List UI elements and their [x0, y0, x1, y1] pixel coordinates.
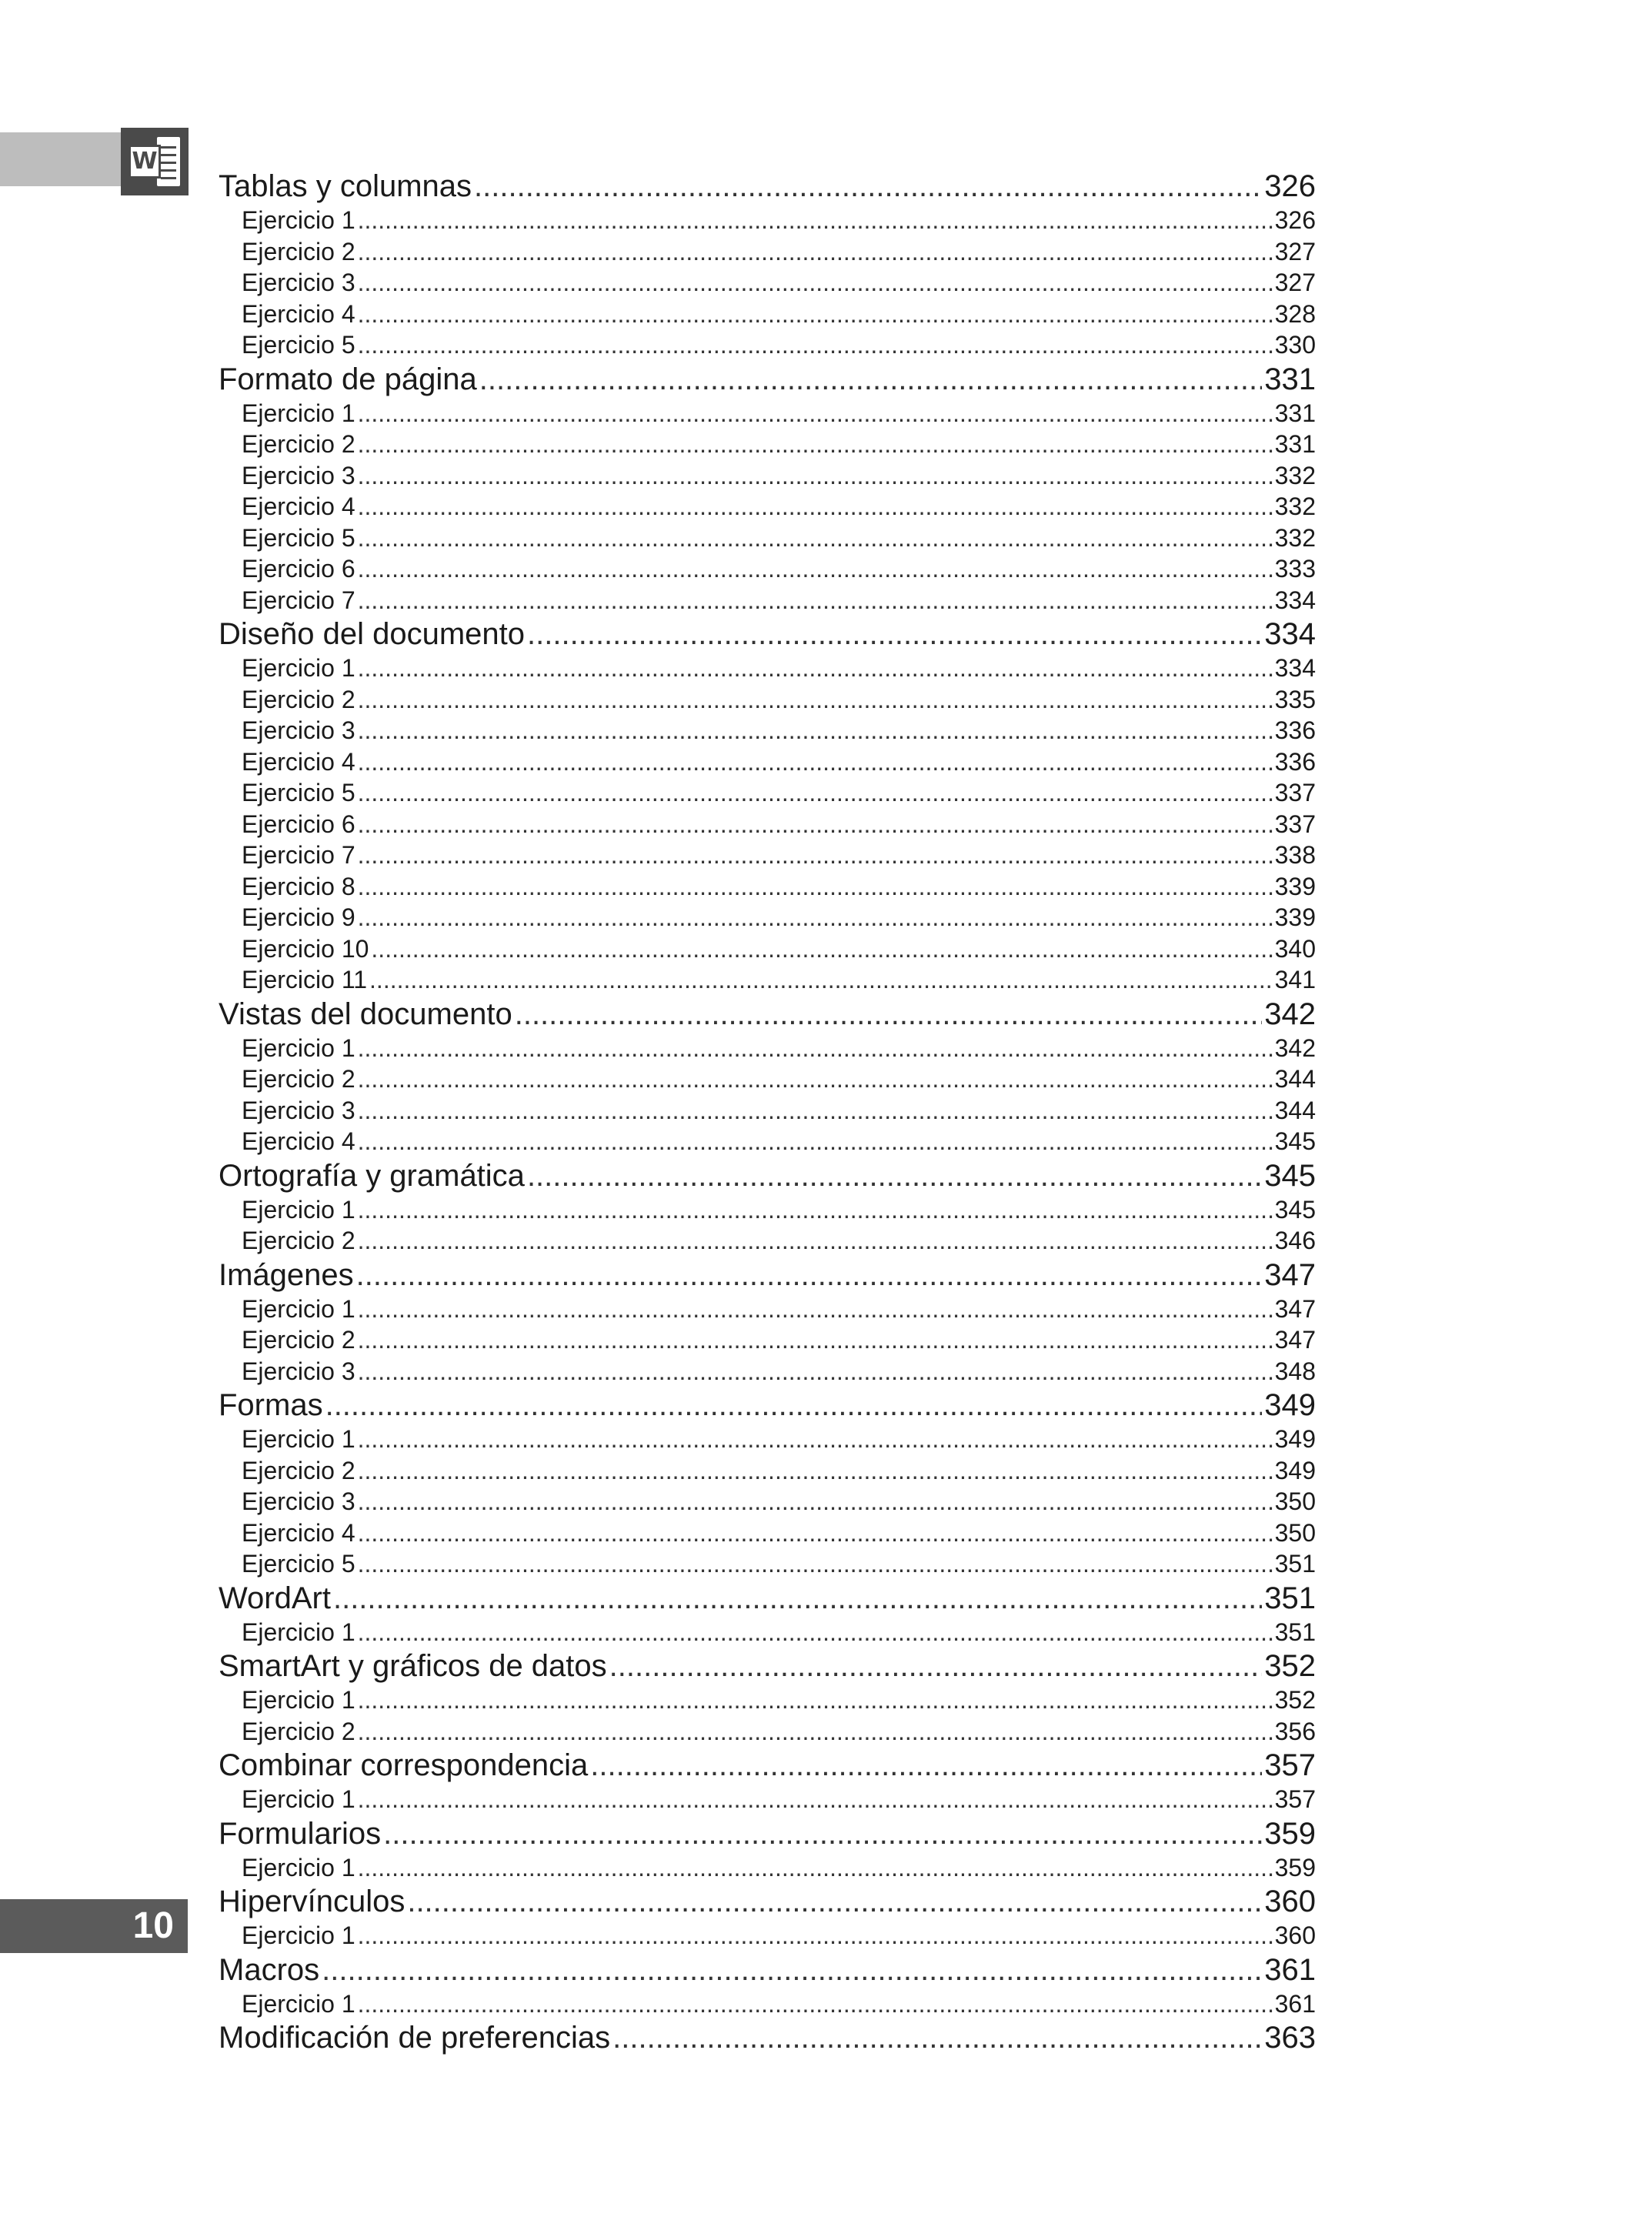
exercise-page-number: 347	[1274, 1294, 1316, 1323]
dot-leader	[358, 553, 1273, 585]
toc-exercise-entry[interactable]	[219, 684, 1316, 716]
section-page-number: 363	[1264, 2021, 1316, 2055]
dot-leader	[358, 809, 1273, 840]
dot-leader	[358, 1852, 1273, 1884]
toc-exercise-entry[interactable]	[219, 1095, 1316, 1127]
section-page-number: 361	[1264, 1952, 1316, 1987]
dot-leader	[358, 746, 1273, 778]
exercise-page-number: 328	[1274, 299, 1316, 328]
dot-leader	[358, 585, 1273, 616]
exercise-label: Ejercicio 1	[242, 1294, 355, 1323]
toc-exercise-entry[interactable]	[219, 398, 1316, 429]
dot-leader	[358, 1716, 1273, 1748]
exercise-label: Ejercicio 4	[242, 492, 355, 520]
chapter-tab-decoration	[0, 132, 123, 186]
toc-exercise-entry[interactable]	[219, 1920, 1316, 1952]
toc-exercise-entry[interactable]	[219, 1852, 1316, 1884]
toc-exercise-entry[interactable]	[219, 933, 1316, 965]
exercise-page-number: 338	[1274, 841, 1316, 869]
exercise-label: Ejercicio 1	[242, 1618, 355, 1646]
dot-leader	[358, 267, 1273, 299]
page-number-tab	[0, 1899, 188, 1953]
section-title: WordArt	[219, 1581, 331, 1615]
exercise-label: Ejercicio 2	[242, 1227, 355, 1254]
dot-leader	[383, 1815, 1262, 1852]
dot-leader	[358, 460, 1273, 492]
exercise-page-number: 345	[1274, 1127, 1316, 1155]
dot-leader	[358, 1126, 1273, 1157]
dot-leader	[474, 168, 1262, 205]
toc-exercise-entry[interactable]	[219, 1617, 1316, 1648]
exercise-label: Ejercicio 1	[242, 654, 355, 682]
toc-section-entry[interactable]	[219, 996, 1316, 1033]
toc-exercise-entry[interactable]	[219, 1684, 1316, 1716]
exercise-label: Ejercicio 1	[242, 399, 355, 427]
toc-exercise-entry[interactable]	[219, 871, 1316, 903]
exercise-page-number: 356	[1274, 1717, 1316, 1745]
dot-leader	[358, 1194, 1273, 1226]
exercise-page-number: 331	[1274, 399, 1316, 427]
toc-exercise-entry[interactable]	[219, 1784, 1316, 1815]
section-title: Hipervínculos	[219, 1885, 405, 1918]
exercise-page-number: 361	[1274, 1989, 1316, 2018]
dot-leader	[369, 964, 1273, 996]
toc-exercise-entry[interactable]	[219, 491, 1316, 523]
dot-leader	[333, 1580, 1262, 1617]
toc-section-entry[interactable]	[219, 1580, 1316, 1617]
exercise-page-number: 360	[1274, 1921, 1316, 1949]
dot-leader	[479, 361, 1262, 398]
exercise-page-number: 331	[1274, 430, 1316, 458]
dot-leader	[358, 1033, 1273, 1064]
dot-leader	[358, 1617, 1273, 1648]
exercise-label: Ejercicio 2	[242, 685, 355, 713]
toc-exercise-entry[interactable]	[219, 902, 1316, 933]
exercise-label: Ejercicio 5	[242, 331, 355, 359]
toc-exercise-entry[interactable]	[219, 553, 1316, 585]
exercise-page-number: 334	[1274, 654, 1316, 682]
dot-leader	[358, 871, 1273, 903]
dot-leader	[358, 1294, 1273, 1325]
exercise-page-number: 340	[1274, 934, 1316, 963]
exercise-label: Ejercicio 7	[242, 586, 355, 614]
word-app-icon	[121, 128, 189, 195]
dot-leader	[358, 1784, 1273, 1815]
dot-leader	[358, 1455, 1273, 1487]
exercise-page-number: 332	[1274, 492, 1316, 520]
section-title: Formato de página	[219, 362, 477, 396]
section-title: Imágenes	[219, 1257, 354, 1292]
exercise-page-number: 337	[1274, 810, 1316, 838]
exercise-page-number: 326	[1274, 206, 1316, 234]
toc-exercise-entry[interactable]	[219, 1294, 1316, 1325]
exercise-label: Ejercicio 2	[242, 430, 355, 458]
exercise-label: Ejercicio 1	[242, 1853, 355, 1881]
toc-exercise-entry[interactable]	[219, 1424, 1316, 1455]
exercise-label: Ejercicio 3	[242, 269, 355, 296]
toc-exercise-entry[interactable]	[219, 1194, 1316, 1226]
toc-exercise-entry[interactable]	[219, 840, 1316, 871]
dot-leader	[358, 1486, 1273, 1517]
dot-leader	[358, 205, 1273, 236]
exercise-label: Ejercicio 4	[242, 299, 355, 328]
exercise-label: Ejercicio 5	[242, 1550, 355, 1578]
exercise-label: Ejercicio 3	[242, 1357, 355, 1385]
toc-exercise-entry[interactable]	[219, 460, 1316, 492]
exercise-label: Ejercicio 6	[242, 810, 355, 838]
exercise-page-number: 345	[1274, 1195, 1316, 1224]
exercise-page-number: 341	[1274, 966, 1316, 993]
section-page-number: 357	[1264, 1748, 1316, 1782]
exercise-page-number: 351	[1274, 1618, 1316, 1646]
dot-leader	[358, 653, 1273, 684]
dot-leader	[358, 491, 1273, 523]
toc-section-entry[interactable]	[219, 1648, 1316, 1684]
section-page-number: 359	[1264, 1816, 1316, 1851]
exercise-label: Ejercicio 2	[242, 1456, 355, 1484]
toc-exercise-entry[interactable]	[219, 329, 1316, 361]
toc-exercise-entry[interactable]	[219, 1548, 1316, 1580]
exercise-label: Ejercicio 1	[242, 1921, 355, 1949]
section-title: Tablas y columnas	[219, 169, 472, 203]
section-title: Vistas del documento	[219, 997, 512, 1031]
dot-leader	[358, 299, 1273, 330]
exercise-page-number: 352	[1274, 1686, 1316, 1714]
word-w-letter-graphic: W	[128, 145, 161, 179]
exercise-label: Ejercicio 7	[242, 841, 355, 869]
table-of-contents	[219, 168, 1316, 2056]
exercise-label: Ejercicio 2	[242, 237, 355, 265]
toc-exercise-entry[interactable]	[219, 1988, 1316, 2020]
dot-leader	[407, 1883, 1262, 1920]
exercise-page-number: 339	[1274, 903, 1316, 931]
dot-leader	[358, 1988, 1273, 2020]
dot-leader	[322, 1952, 1262, 1988]
exercise-page-number: 336	[1274, 747, 1316, 776]
exercise-label: Ejercicio 3	[242, 1096, 355, 1124]
toc-exercise-entry[interactable]	[219, 429, 1316, 460]
exercise-page-number: 342	[1274, 1033, 1316, 1062]
dot-leader	[358, 429, 1273, 460]
toc-section-entry[interactable]	[219, 1952, 1316, 1988]
section-page-number: 345	[1264, 1158, 1316, 1193]
exercise-page-number: 327	[1274, 237, 1316, 265]
section-title: Diseño del documento	[219, 617, 526, 651]
dot-leader	[358, 398, 1273, 429]
exercise-page-number: 348	[1274, 1357, 1316, 1385]
exercise-label: Ejercicio 1	[242, 1195, 355, 1224]
toc-exercise-entry[interactable]	[219, 585, 1316, 616]
dot-leader	[358, 902, 1273, 933]
exercise-label: Ejercicio 6	[242, 555, 355, 583]
toc-section-entry[interactable]	[219, 1257, 1316, 1294]
exercise-page-number: 335	[1274, 685, 1316, 713]
exercise-label: Ejercicio 4	[242, 747, 355, 776]
section-page-number: 331	[1264, 362, 1316, 396]
dot-leader	[358, 840, 1273, 871]
exercise-label: Ejercicio 1	[242, 206, 355, 234]
exercise-page-number: 346	[1274, 1227, 1316, 1254]
exercise-page-number: 330	[1274, 331, 1316, 359]
section-title: Modificación de preferencias	[219, 2021, 611, 2055]
dot-leader	[371, 933, 1272, 965]
toc-exercise-entry[interactable]	[219, 746, 1316, 778]
toc-exercise-entry[interactable]	[219, 777, 1316, 809]
section-title: Formularios	[219, 1816, 382, 1851]
exercise-page-number: 339	[1274, 872, 1316, 900]
exercise-page-number: 337	[1274, 779, 1316, 806]
dot-leader	[609, 1648, 1263, 1684]
exercise-page-number: 351	[1274, 1550, 1316, 1578]
exercise-label: Ejercicio 3	[242, 461, 355, 489]
exercise-page-number: 359	[1274, 1853, 1316, 1881]
dot-leader	[527, 616, 1262, 653]
toc-exercise-entry[interactable]	[219, 964, 1316, 996]
exercise-label: Ejercicio 2	[242, 1717, 355, 1745]
exercise-label: Ejercicio 4	[242, 1518, 355, 1547]
toc-exercise-entry[interactable]	[219, 1033, 1316, 1064]
toc-section-entry[interactable]	[219, 1157, 1316, 1194]
dot-leader	[358, 1095, 1273, 1127]
exercise-label: Ejercicio 1	[242, 1425, 355, 1453]
dot-leader	[358, 777, 1273, 809]
exercise-label: Ejercicio 8	[242, 872, 355, 900]
dot-leader	[358, 684, 1273, 716]
dot-leader	[590, 1747, 1262, 1784]
toc-exercise-entry[interactable]	[219, 205, 1316, 236]
toc-exercise-entry[interactable]	[219, 1716, 1316, 1748]
exercise-label: Ejercicio 3	[242, 716, 355, 744]
section-page-number: 349	[1264, 1388, 1316, 1422]
dot-leader	[358, 1324, 1273, 1356]
toc-exercise-entry[interactable]	[219, 236, 1316, 268]
toc-exercise-entry[interactable]	[219, 267, 1316, 299]
toc-exercise-entry[interactable]	[219, 1517, 1316, 1549]
exercise-label: Ejercicio 9	[242, 903, 355, 931]
section-page-number: 360	[1264, 1885, 1316, 1918]
dot-leader	[358, 1356, 1273, 1387]
toc-exercise-entry[interactable]	[219, 1455, 1316, 1487]
exercise-label: Ejercicio 5	[242, 523, 355, 552]
section-page-number: 351	[1264, 1581, 1316, 1615]
section-title: Combinar correspondencia	[219, 1748, 589, 1782]
section-page-number: 342	[1264, 997, 1316, 1031]
toc-section-entry[interactable]	[219, 1747, 1316, 1784]
exercise-label: Ejercicio 1	[242, 1989, 355, 2018]
exercise-page-number: 332	[1274, 523, 1316, 552]
toc-exercise-entry[interactable]	[219, 1063, 1316, 1095]
toc-section-entry[interactable]	[219, 1387, 1316, 1424]
toc-section-entry[interactable]	[219, 1883, 1316, 1920]
exercise-label: Ejercicio 10	[242, 934, 369, 963]
dot-leader	[358, 1548, 1273, 1580]
toc-exercise-entry[interactable]	[219, 523, 1316, 554]
dot-leader	[358, 1517, 1273, 1549]
section-page-number: 326	[1264, 169, 1316, 203]
exercise-page-number: 344	[1274, 1065, 1316, 1093]
dot-leader	[527, 1157, 1262, 1194]
exercise-page-number: 333	[1274, 555, 1316, 583]
dot-leader	[358, 1225, 1273, 1257]
exercise-page-number: 327	[1274, 269, 1316, 296]
section-title: Macros	[219, 1952, 320, 1987]
toc-exercise-entry[interactable]	[219, 1225, 1316, 1257]
toc-section-entry[interactable]	[219, 168, 1316, 205]
exercise-label: Ejercicio 2	[242, 1065, 355, 1093]
exercise-label: Ejercicio 5	[242, 779, 355, 806]
toc-exercise-entry[interactable]	[219, 653, 1316, 684]
dot-leader	[358, 523, 1273, 554]
exercise-page-number: 334	[1274, 586, 1316, 614]
toc-section-entry[interactable]	[219, 2019, 1316, 2056]
section-title: SmartArt y gráficos de datos	[219, 1649, 607, 1683]
dot-leader	[358, 329, 1273, 361]
toc-exercise-entry[interactable]	[219, 1356, 1316, 1387]
dot-leader	[358, 236, 1273, 268]
exercise-label: Ejercicio 4	[242, 1127, 355, 1155]
toc-exercise-entry[interactable]	[219, 715, 1316, 746]
section-title: Formas	[219, 1388, 323, 1422]
exercise-page-number: 350	[1274, 1487, 1316, 1515]
exercise-label: Ejercicio 2	[242, 1326, 355, 1354]
exercise-page-number: 357	[1274, 1785, 1316, 1813]
toc-exercise-entry[interactable]	[219, 299, 1316, 330]
dot-leader	[358, 1920, 1273, 1952]
exercise-label: Ejercicio 1	[242, 1785, 355, 1813]
exercise-label: Ejercicio 11	[242, 966, 368, 993]
exercise-label: Ejercicio 3	[242, 1487, 355, 1515]
exercise-page-number: 350	[1274, 1518, 1316, 1547]
dot-leader	[358, 1063, 1273, 1095]
toc-exercise-entry[interactable]	[219, 809, 1316, 840]
dot-leader	[356, 1257, 1263, 1294]
section-page-number: 334	[1264, 617, 1316, 651]
toc-section-entry[interactable]	[219, 1815, 1316, 1852]
exercise-page-number: 336	[1274, 716, 1316, 744]
exercise-page-number: 344	[1274, 1096, 1316, 1124]
dot-leader	[358, 715, 1273, 746]
exercise-page-number: 349	[1274, 1425, 1316, 1453]
exercise-page-number: 347	[1274, 1326, 1316, 1354]
section-title: Ortografía y gramática	[219, 1158, 525, 1193]
dot-leader	[358, 1424, 1273, 1455]
exercise-label: Ejercicio 1	[242, 1686, 355, 1714]
toc-section-entry[interactable]	[219, 361, 1316, 398]
dot-leader	[358, 1684, 1273, 1716]
dot-leader	[612, 2019, 1262, 2056]
toc-section-entry[interactable]	[219, 616, 1316, 653]
toc-exercise-entry[interactable]	[219, 1324, 1316, 1356]
exercise-page-number: 332	[1274, 461, 1316, 489]
dot-leader	[515, 996, 1263, 1033]
toc-exercise-entry[interactable]	[219, 1126, 1316, 1157]
exercise-label: Ejercicio 1	[242, 1033, 355, 1062]
section-page-number: 352	[1264, 1649, 1316, 1683]
toc-exercise-entry[interactable]	[219, 1486, 1316, 1517]
dot-leader	[325, 1387, 1263, 1424]
section-page-number: 347	[1264, 1257, 1316, 1292]
page-number: 10	[132, 1905, 174, 1946]
exercise-page-number: 349	[1274, 1456, 1316, 1484]
